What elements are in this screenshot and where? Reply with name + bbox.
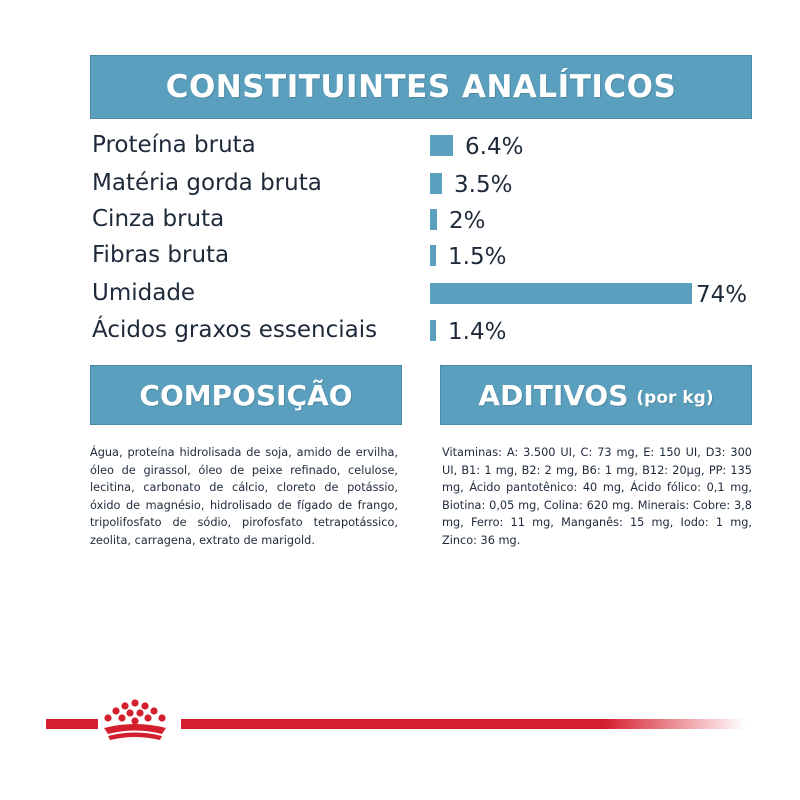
analytic-constituents-banner <box>90 55 752 119</box>
row-label: Proteína bruta <box>92 132 256 158</box>
value-bar <box>430 245 436 266</box>
value-label: 6.4% <box>465 134 524 160</box>
value-label: 74% <box>696 282 748 308</box>
value-label: 1.4% <box>448 319 507 345</box>
value-label: 1.5% <box>448 244 507 270</box>
composition-text: Água, proteína hidrolisada de soja, amido de ervilha, óleo de girassol, óleo de peixe refinado, celulose, lecitina, carbonato de cálcio, cloreto de potássio, óxido de magnésio, hidrolisado de fígado de frango, tripolifosfato de sódio, pirofosfato tetrapotássico, zeolita, carragena, extrato de marigold. <box>90 446 398 547</box>
composition-banner <box>90 365 402 425</box>
value-bar <box>430 135 453 156</box>
additives-title-suffix: (por kg) <box>636 388 714 408</box>
row-label: Cinza bruta <box>92 206 225 232</box>
additives-text: Vitaminas: A: 3.500 UI, C: 73 mg, E: 150 UI, D3: 300 UI, B1: 1 mg, B2: 2 mg, B6: 1 mg, B12: 20µg, PP: 135 mg, Ácido pantotênico: 40 mg, Ácido fólico: 0,1 mg, Biotina: 0,05 mg, Colina: 620 mg. Minerais: Cobre: 3,8 mg, Ferro: 11 mg, Manganês: 15 mg, Iodo: 1 mg, Zinco: 36 mg. <box>442 446 752 547</box>
royal-crown-logo-icon <box>96 698 174 742</box>
row-label: Umidade <box>92 280 196 306</box>
value-label: 3.5% <box>454 172 513 198</box>
value-bar <box>430 209 437 230</box>
additives-title: ADITIVOS <box>478 378 629 412</box>
row-label: Matéria gorda bruta <box>92 170 322 196</box>
value-bar <box>430 320 436 341</box>
additives-banner <box>440 365 752 425</box>
composition-title: COMPOSIÇÃO <box>139 378 353 412</box>
row-label: Ácidos graxos essenciais <box>92 317 378 343</box>
row-label: Fibras bruta <box>92 242 230 268</box>
value-bar <box>430 173 442 194</box>
value-bar <box>430 283 692 304</box>
analytic-title: CONSTITUINTES ANALÍTICOS <box>165 69 677 105</box>
value-label: 2% <box>449 208 486 234</box>
